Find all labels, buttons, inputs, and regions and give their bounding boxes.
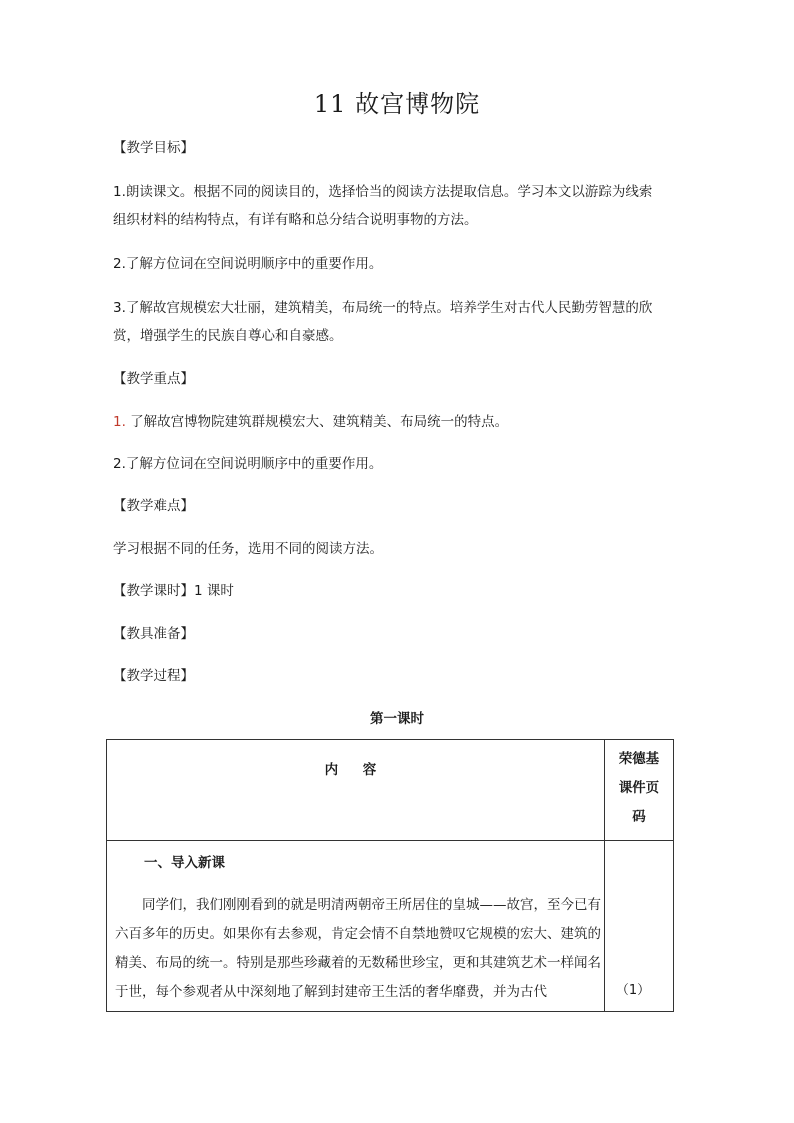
key-point-1 bbox=[113, 410, 508, 430]
key-points-heading: 【教学重点】 bbox=[113, 371, 194, 387]
header-side-line-2: 课件页 bbox=[618, 780, 660, 796]
document-title: 11 故宫博物院 bbox=[313, 90, 481, 118]
section-heading: 一、导入新课 bbox=[144, 855, 225, 871]
content-cell bbox=[107, 841, 605, 1012]
objectives-heading: 【教学目标】 bbox=[113, 140, 194, 156]
objective-line-5: 赏，增强学生的民族自尊心和自豪感。 bbox=[113, 328, 343, 344]
objective-line-3: 2.了解方位词在空间说明顺序中的重要作用。 bbox=[113, 256, 383, 272]
objective-line-4: 3.了解故宫规模宏大壮丽，建筑精美，布局统一的特点。培养学生对古代人民勤劳智慧的欣 bbox=[113, 300, 653, 316]
header-content-label: 内 容 bbox=[324, 762, 387, 778]
tools-heading: 【教具准备】 bbox=[113, 626, 194, 642]
key-point-1-text: 了解故宫博物院建筑群规模宏大、建筑精美、布局统一的特点。 bbox=[125, 414, 509, 430]
section-text: 同学们，我们刚刚看到的就是明清两朝帝王所居住的皇城——故宫，至今已有六百多年的历史。如果你有去参观，肯定会情不自禁地赞叹它规模的宏大、建筑的精美、布局的统一。特别是那些珍藏着的无数稀世珍宝，更和其建筑艺术一样闻名于世，每个参观者从中深刻地了解到封建帝王生活的奢华靡费，并为古代 bbox=[115, 897, 601, 1000]
header-side-cell bbox=[604, 740, 673, 841]
session-title: 第一课时 bbox=[370, 711, 424, 727]
hours-line bbox=[113, 579, 234, 599]
header-side-line-3: 码 bbox=[632, 809, 646, 825]
header-side-line-1: 荣德基 bbox=[618, 751, 660, 767]
table-row bbox=[107, 841, 674, 1012]
page-ref-cell bbox=[604, 841, 673, 1012]
hours-value: 1 课时 bbox=[194, 583, 234, 599]
hours-heading: 【教学课时】 bbox=[113, 583, 194, 599]
header-content-cell bbox=[107, 740, 605, 841]
lesson-table bbox=[106, 739, 674, 1012]
page-ref: （1） bbox=[615, 983, 651, 998]
difficulties-heading: 【教学难点】 bbox=[113, 498, 194, 514]
objective-line-1: 1.朗读课文。根据不同的阅读目的，选择恰当的阅读方法提取信息。学习本文以游踪为线索 bbox=[113, 184, 653, 200]
table-header-row bbox=[107, 740, 674, 841]
key-point-1-number: 1. bbox=[113, 414, 126, 430]
key-point-2: 2.了解方位词在空间说明顺序中的重要作用。 bbox=[113, 456, 383, 472]
process-heading: 【教学过程】 bbox=[113, 668, 194, 684]
objective-line-2: 组织材料的结构特点，有详有略和总分结合说明事物的方法。 bbox=[113, 212, 478, 228]
difficulties-text: 学习根据不同的任务，选用不同的阅读方法。 bbox=[113, 541, 383, 557]
